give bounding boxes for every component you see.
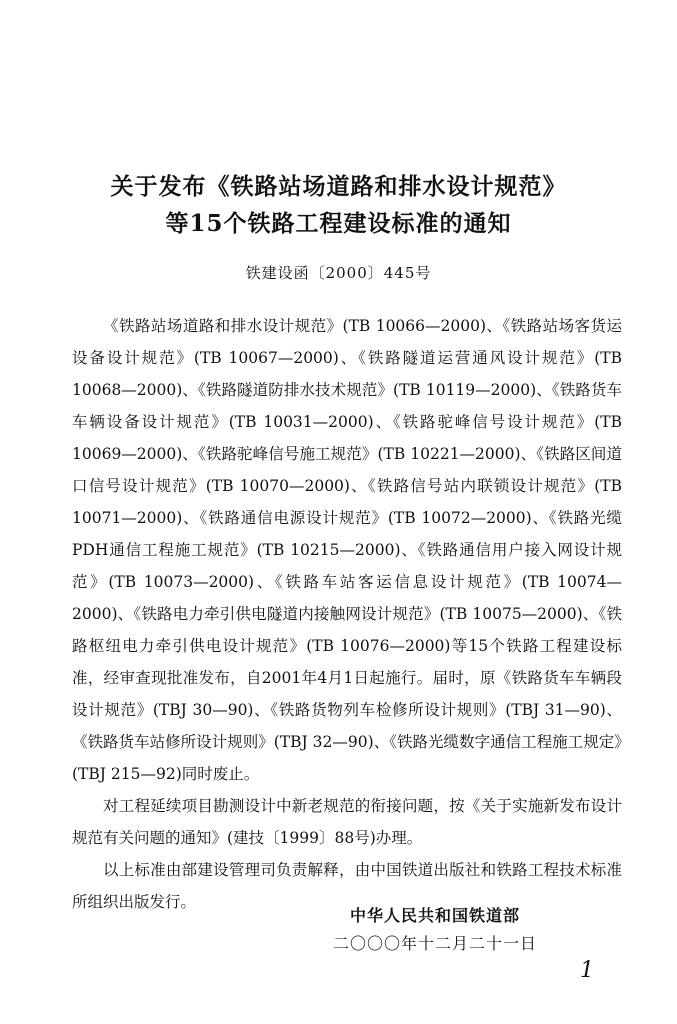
paragraph-standards-list: 《铁路站场道路和排水设计规范》(TB 10066—2000)、《铁路站场客货运设备设计规范》(TB 10067—2000)、《铁路隧道运营通风设计规范》(TB 10068—2000)、《铁路隧道防排水技术规范》(TB 10119—2000)、《铁路货车车辆设备设计规范》(TB 10031—2000)、《铁路驼峰信号设计规范》(TB 10069—2000)、《铁路驼峰信号施工规范》(TB 10221—2000)、《铁路区间道口信号设计规范》(TB 10070—2000)、《铁路信号站内联锁设计规范》(TB 10071—2000)、《铁路通信电源设计规范》(TB 10072—2000)、《铁路光缆PDH通信工程施工规范》(TB 10215—2000)、《铁路通信用户接入网设计规范》(TB 10073—2000)、《铁路车站客运信息设计规范》(TB 10074—2000)、《铁路电力牵引供电隧道内接触网设计规范》(TB 10075—2000)、《铁路枢纽电力牵引供电设计规范》(TB 10076—2000)等15个铁路工程建设标准，经审查现批准发布，自2001年4月1日起施行。届时，原《铁路货车车辆段设计规范》(TBJ 30—90)、《铁路货物列车检修所设计规则》(TBJ 31—90)、《铁路货车站修所设计规则》(TBJ 32—90)、《铁路光缆数字通信工程施工规定》(TBJ 215—92)同时废止。 [72,317,622,783]
document-number: 铁建设函〔2000〕445号 [245,264,432,282]
issue-date: 二〇〇〇年十二月二十一日 [332,934,537,953]
title-line-1: 关于发布《铁路站场道路和排水设计规范》 [110,173,567,200]
paragraph-interpretation: 以上标准由部建设管理司负责解释，由中国铁道出版社和铁路工程技术标准所组织出版发行。 [72,861,622,911]
paragraph-transition: 对工程延续项目勘测设计中新老规范的衔接问题，按《关于实施新发布设计规范有关问题的通知》(建技〔1999〕88号)办理。 [72,797,622,847]
issuing-organization: 中华人民共和国铁道部 [349,906,520,925]
body-text [72,310,622,918]
title-line-2: 等15个铁路工程建设标准的通知 [165,210,512,237]
page-number: 1 [580,958,594,983]
